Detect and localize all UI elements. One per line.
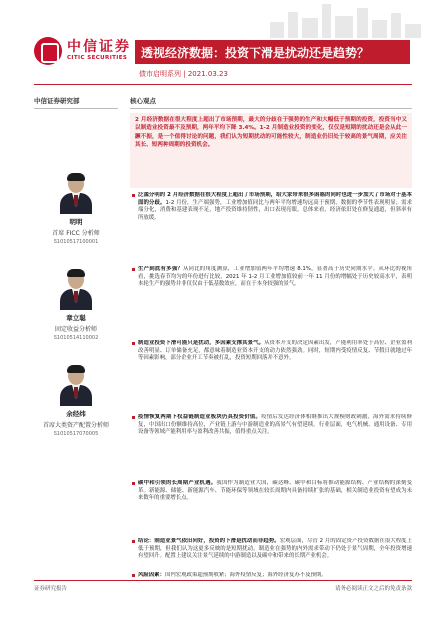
report-title: 透视经济数据：投资下滑是扰动还是趋势？ xyxy=(141,46,370,60)
bullet-item xyxy=(130,266,412,336)
skyline-graphic xyxy=(260,2,430,38)
team-title: 中信证券研究部 xyxy=(34,97,80,105)
analyst-photo xyxy=(58,270,94,310)
analyst-role: 首席 FICC 分析师 xyxy=(52,230,100,237)
series-line xyxy=(139,69,228,79)
citic-logo-icon xyxy=(34,37,62,65)
bullet-body: 1-2 月份，生产端强势，工业增加值同比与两年平均增速均远高于预期，数据的季节性表现明显；需求端分化，消费和基建表现不足，地产投资维持韧性，出口表现亮眼。总体来看，经济依旧处在修复通道，但斜率有所放缓。 xyxy=(138,199,412,222)
bullet-text xyxy=(138,192,412,262)
analyst-card xyxy=(34,366,118,437)
analyst-id: S1010517070005 xyxy=(53,431,99,437)
bullet-item xyxy=(130,538,412,570)
key-summary-box xyxy=(130,113,412,188)
bullet-lead: 生产到底有多强？ xyxy=(138,266,183,272)
bullet-text xyxy=(138,538,412,570)
analyst-role: 首席大类资产配置分析师 xyxy=(42,422,109,429)
bullet-lead: 风险因素： xyxy=(138,572,165,578)
series-name: 债市启明系列 xyxy=(139,70,181,78)
bullet-item xyxy=(130,414,412,476)
title-bar xyxy=(135,40,410,64)
bullet-body: 国内宏观政策超预期收紧；海外疫情反复；海外经济复苏不及预期。 xyxy=(164,572,327,578)
analyst-id: S1010514110002 xyxy=(53,335,99,341)
analyst-card xyxy=(34,174,118,245)
disclaimer-link[interactable]: 请务必阅读正文之后的免责条款 xyxy=(334,586,412,592)
analyst-id: S1010517100001 xyxy=(53,239,99,245)
key-summary-text: 2 月经济数据在很大程度上超出了市场预期，最大的分歧在于强势的生产和大幅低于预期的投资，投资当中又以制造业投资最不及预期，两年平均下降 3.4%。1-2 月制造业投资的变化，仅仅是短期的扰动还是会从此一蹶不振，是一个值得讨论的问题，我们认为短期扰动的可能性较大，制造业仍旧处于较高的景气周期，应关注其长、短两种周期的投资机会。 xyxy=(135,117,407,148)
header-divider xyxy=(34,84,412,85)
logo-en-text: CITIC SECURITIES xyxy=(67,55,128,61)
bullet-body: 疫情后发达经济体相继推出大规模财政刺激，海外需求持续修复，中国出口份额维持高位，产业链上游与中游制造业的高景气有望延续。行业层面，电气机械、通用设备、专用设备等领域产能利用率与盈利改善共振，值得重点关注。 xyxy=(138,414,412,436)
bullet-marker xyxy=(132,416,135,419)
analyst-name: 明明 xyxy=(69,218,83,226)
bullet-marker xyxy=(132,342,135,345)
section-title: 核心观点 xyxy=(130,97,156,105)
bullet-text xyxy=(138,572,412,580)
bullet-text xyxy=(138,266,412,336)
bullet-marker xyxy=(132,194,135,197)
bullet-marker xyxy=(132,482,135,485)
bullet-lead: 结论：制造业景气依旧向好，投资的下滑是扰动而非趋势。 xyxy=(138,538,280,544)
section-divider xyxy=(130,108,412,109)
bullet-item xyxy=(130,340,412,410)
report-date: 2021.03.23 xyxy=(187,70,228,78)
bullet-lead: 制造业投资下滑可能只是扰动，多因素支撑其景气。 xyxy=(138,340,265,346)
team-divider xyxy=(34,108,118,109)
analyst-photo xyxy=(58,366,94,406)
bullet-body: 我国作为制造业大国，碳达峰、碳中和目标将推动能源结构、产业结构的深刻变革。新能源、储能、新能源汽车、节能环保等领域在较长周期内具备持续扩张的基础，相关制造业投资有望成为未来数年的重要增长点。 xyxy=(138,480,412,502)
bullet-text xyxy=(138,480,412,534)
bullet-body: 宏观层面，尽管 2 月的固定资产投资数据在很大程度上低于预期，但我们认为这更多反映的是短期扰动，制造业在强势的内外需求带动下仍处于景气周期，全年投资增速有望回升。配置上建议关注景气延续的中游制造以及碳中和带来的长期产业机会。 xyxy=(138,538,412,560)
bullet-marker xyxy=(132,540,135,543)
analyst-name: 余经纬 xyxy=(66,410,86,418)
bullet-item xyxy=(130,480,412,534)
report-header xyxy=(0,0,440,84)
analyst-photo xyxy=(58,174,94,214)
bullet-marker xyxy=(132,268,135,271)
bullet-body: 从资本开支的决定因素出发，产能利用率处于高位、企业盈利改善明显、订单储备充足，都意味着制造业资本开支的动力依然强劲。同时，短期内受疫情反复、节假日就地过年等因素影响，部分企业开工节奏被打乱，投资短期回落并不意外。 xyxy=(138,340,412,362)
bullet-text xyxy=(138,340,412,410)
bullet-lead: 碳中和引领的长周期产业机遇。 xyxy=(138,480,217,486)
analyst-card xyxy=(34,270,118,341)
bullet-lead: 疫情恢复两期下权益链制造业板块仍具投资价值。 xyxy=(138,414,262,420)
bullet-item xyxy=(130,572,412,580)
analyst-role: 固定收益分析师 xyxy=(54,326,97,333)
company-logo xyxy=(34,36,129,70)
logo-cn-text: 中信证券 xyxy=(67,39,131,55)
analyst-name: 章立聪 xyxy=(66,314,86,322)
bullet-text xyxy=(138,414,412,476)
bullet-lead: 泛滥分明的 2 月经济数据在很大程度上超出了市场预期，给大家带来很多困惑的同时也进一步加大了市场对于基本面的分歧。 xyxy=(138,192,412,206)
series-separator: | xyxy=(183,70,186,78)
footer-left-text: 证券研究报告 xyxy=(34,586,68,592)
bullet-body: 从同比的角度测算，工业增加值两年平均增速 8.1%，显著高于历史同期水平。从环比的视角看，挑选春节均匀的年份进行比较，2021 年 1-2 月工业增加值较前一年 11 月份的增幅处于历史较高水平，表明本轮生产的强势并非仅仅由于低基数效应，而在于本身较强的景气。 xyxy=(138,266,412,288)
bullet-marker xyxy=(132,574,135,577)
footer-divider xyxy=(34,580,412,581)
bullet-item xyxy=(130,192,412,262)
